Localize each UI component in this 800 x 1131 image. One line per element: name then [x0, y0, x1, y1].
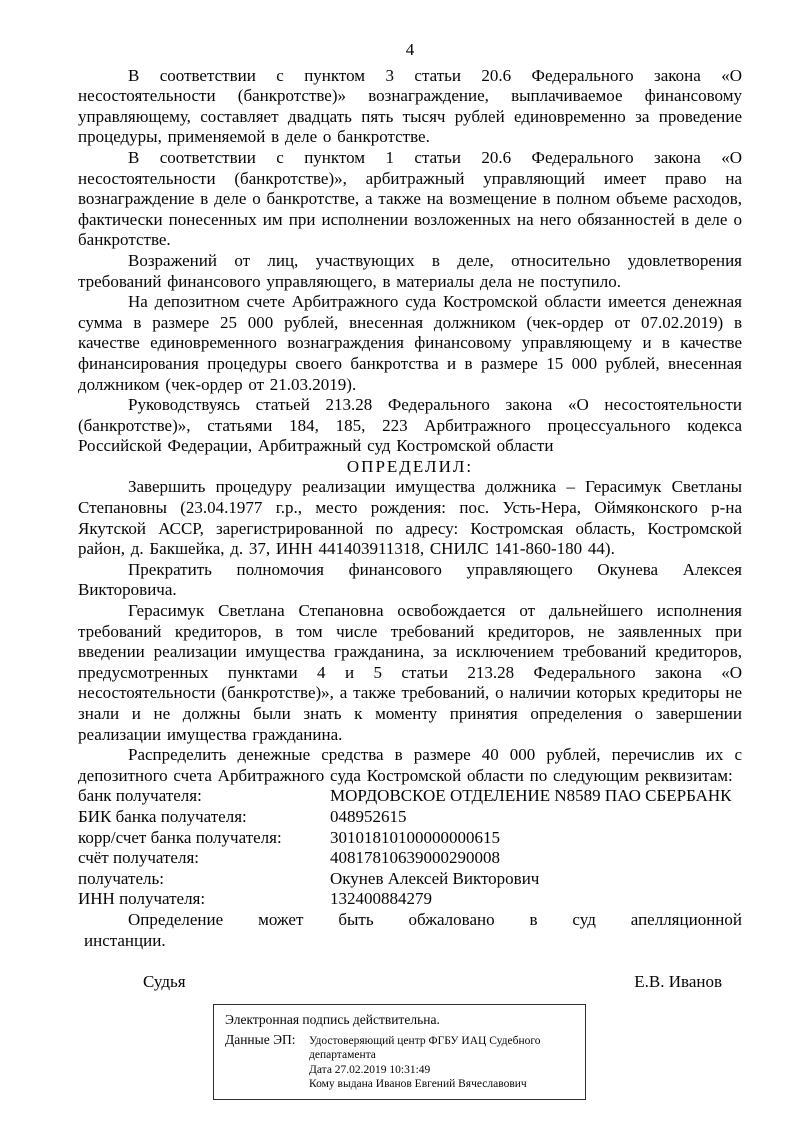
signature-row [78, 972, 742, 993]
requisite-label: БИК банка получателя: [78, 806, 247, 826]
requisite-label: ИНН получателя: [78, 889, 206, 909]
stamp-detail-certifying-center: Удостоверяющий центр ФГБУ ИАЦ Судебного [309, 1035, 541, 1047]
stamp-detail-date: Дата 27.02.2019 10:31:49 [309, 1063, 431, 1076]
requisite-value: 048952615 [330, 806, 407, 826]
requisite-row [78, 869, 742, 890]
paragraph-no-objections: Возражений от лиц, участвующих в деле, относительно удовлетворения требований финансового управляющего, в материалы дела не поступило. [78, 250, 742, 291]
judge-name: Е.В. Иванов [634, 972, 722, 991]
paragraph-guided-by: Руководствуясь статьей 213.28 Федерального закона «О несостоятельности (банкротстве)», статьями 184, 185, 223 Арбитражного процессуального кодекса Российской Федерации, Арбитражный суд Костромской области [78, 395, 742, 456]
paragraph-deposit-account: На депозитном счете Арбитражного суда Костромской области имеется денежная сумма в размере 25 000 рублей, внесенная должником (чек-ордер от 07.02.2019) в качестве единовременного вознаграждения финансовому управляющему и в качестве финансирования процедуры своего банкротства и в размере 15 000 рублей, внесенная должником (чек-ордер от 21.03.2019). [78, 292, 742, 394]
requisite-value: Окунев Алексей Викторович [330, 868, 540, 888]
e-signature-stamp [213, 1004, 586, 1100]
stamp-title: Электронная подпись действительна. [225, 1012, 440, 1027]
requisite-row [78, 828, 742, 849]
requisite-row [78, 807, 742, 828]
paragraph-distribute-funds: Распределить денежные средства в размере 40 000 рублей, перечислив их с депозитного счета Арбитражного суда Костромской области по следующим реквизитам: [78, 745, 742, 785]
paragraph-remuneration-amount: В соответствии с пунктом 3 статьи 20.6 Федерального закона «О несостоятельности (банкротстве)» вознаграждение, выплачиваемое финансовому управляющему, составляет двадцать пять тысяч рублей единовременно за проведение процедуры, применяемой в деле о банкротстве. [78, 65, 742, 147]
paragraph-remuneration-right: В соответствии с пунктом 1 статьи 20.6 Федерального закона «О несостоятельности (банкротстве)», арбитражный управляющий имеет право на вознаграждение в деле о банкротстве, а также на возмещение в полном объеме расходов, фактически понесенных им при исполнении возложенных на него обязанностей в деле о банкротстве. [78, 147, 742, 250]
paragraph-appeal-line2: инстанции. [84, 930, 166, 950]
requisite-label: корр/счет банка получателя: [78, 827, 282, 847]
page-number: 4 [405, 40, 415, 59]
requisite-value: 40817810639000290008 [330, 848, 500, 868]
requisite-label: банк получателя: [78, 786, 202, 806]
stamp-detail-issued-to: Кому выдана Иванов Евгений Вячеславович [309, 1077, 527, 1090]
stamp-data-label: Данные ЭП: [225, 1032, 296, 1047]
requisite-label: получатель: [78, 868, 164, 888]
stamp-detail-department: департамента [309, 1049, 376, 1062]
stamp-data-row [225, 1032, 577, 1091]
requisite-row [78, 848, 742, 869]
requisite-label: счёт получателя: [78, 848, 199, 868]
requisite-value: 132400884279 [330, 889, 432, 909]
requisite-value: 30101810100000000615 [330, 827, 500, 847]
judge-label: Судья [143, 972, 186, 991]
paragraph-debtor-release: Герасимук Светлана Степановна освобождается от дальнейшего исполнения требований кредиторов, в том числе требований кредиторов, не заявленных при введении реализации имущества гражданина, за исключением требований кредиторов, предусмотренных пунктами 4 и 5 статьи 213.28 Федерального закона «О несостоятельности (банкротстве)», а также требований, о наличии которых кредиторы не знали и не должны были знать к моменту принятия определения о завершении реализации имущества гражданина. [78, 601, 742, 744]
resolution-heading: ОПРЕДЕЛИЛ: [346, 456, 474, 476]
payment-requisites [78, 786, 742, 910]
paragraph-complete-procedure: Завершить процедуру реализации имущества должника – Герасимук Светланы Степановны (23.04.1977 г.р., место рождения: пос. Усть-Нера, Оймяконского р-на Якутской АССР, зарегистрированной по адресу: Костромская область, Костромской район, д. Бакшейка, д. 37, ИНН 441403911318, СНИЛС 141-860-180 44). [78, 477, 742, 559]
paragraph-terminate-powers-line1: Прекратить полномочия финансового управляющего Окунева Алексея [128, 559, 742, 579]
requisite-value: МОРДОВСКОЕ ОТДЕЛЕНИЕ N8589 ПАО СБЕРБАНК [330, 786, 732, 806]
requisite-row [78, 786, 742, 807]
stamp-details [309, 1032, 541, 1091]
requisite-row [78, 889, 742, 910]
paragraph-appeal-line1: Определение может быть обжаловано в суд апелляционной [128, 909, 742, 929]
paragraph-terminate-powers-line2: Викторовича. [78, 580, 177, 600]
